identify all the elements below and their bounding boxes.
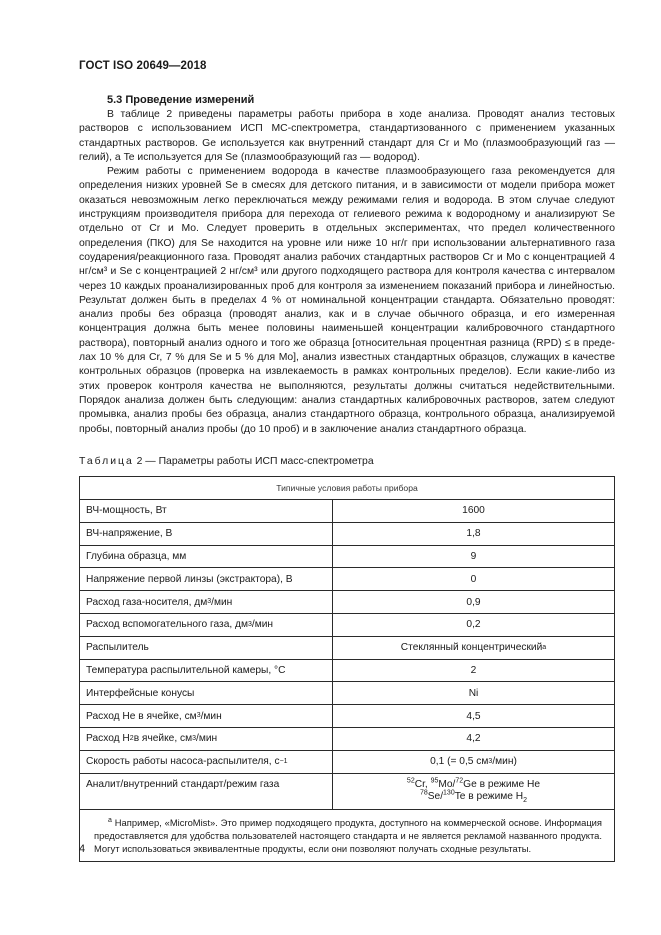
table-header — [80, 477, 614, 499]
param-text: /мин — [211, 596, 233, 608]
body-text — [79, 108, 615, 437]
document-header: ГОСТ ISO 20649—2018 — [79, 60, 207, 72]
analyte-line-2 — [407, 791, 540, 803]
param-cell: Расход газа-носителя, дм 3 /мин — [80, 591, 333, 613]
table-caption-word: Таблица — [79, 456, 134, 467]
value-cell: 9 — [470, 550, 477, 562]
table-row — [80, 567, 614, 590]
value-cell: 0 — [470, 573, 477, 585]
table-row — [80, 681, 614, 704]
param-cell: Расход вспомогательного газа, дм 3 /мин — [80, 614, 333, 636]
param-cell: Интерфейсные конусы — [80, 682, 333, 704]
param-cell: Глубина образца, мм — [80, 546, 333, 568]
value-cell — [333, 774, 614, 809]
param-text: в ячейке, см — [133, 733, 193, 745]
value-cell: 0,1 (= 0,5 см 3 /мин) — [430, 756, 517, 768]
table-row — [80, 522, 614, 545]
param-text: Скорость работы насоса-распылителя, с — [86, 756, 280, 768]
isotope-sup: 95 — [430, 777, 439, 785]
param-cell: Напряжение первой линзы (экстрактора), В — [80, 568, 333, 590]
table-row — [80, 704, 614, 727]
value-text: Стеклянный концентрический — [400, 642, 543, 654]
analyte-text: Se/ — [427, 791, 444, 803]
paragraph-1: В таблице 2 приведены параметры работы прибора в ходе анализа. Проводят анализ тестовых растворов с использованием ИСП МС-спектрометра, стандартизованного с применением указанных стандартных растворов. Ge используется как внутренний стандарт для Cr и Mo (плазмообразующий газ — гелий), а Te используется для Se (плазмообразующий газ — водород). — [79, 109, 615, 163]
analyte-sub: 2 — [523, 797, 528, 805]
table-header-label: Типичные условия работы прибора — [276, 483, 418, 493]
section-title: 5.3 Проведение измерений — [107, 94, 255, 106]
value-cell: 4,2 — [466, 733, 481, 745]
table-caption-rest: 2 — Параметры работы ИСП масс-спектрометра — [133, 456, 374, 467]
table-row — [80, 659, 614, 682]
table-row — [80, 613, 614, 636]
param-cell: Скорость работы насоса-распылителя, с −1 — [80, 751, 333, 773]
isotope-sup: 130 — [443, 789, 455, 797]
isotope-sup: 78 — [419, 789, 428, 797]
param-cell: ВЧ-напряжение, В — [80, 523, 333, 545]
table-row — [80, 773, 614, 809]
table-row — [80, 545, 614, 568]
value-cell: Ni — [468, 687, 479, 699]
value-cell: 4,5 — [466, 710, 481, 722]
table-row — [80, 590, 614, 613]
table-footnote — [80, 809, 614, 862]
param-text: /мин — [200, 710, 222, 722]
param-text: Расход газа-носителя, дм — [86, 596, 208, 608]
value-cell: 2 — [470, 664, 477, 676]
param-cell: ВЧ-мощность, Вт — [80, 500, 333, 522]
param-cell: Температура распылительной камеры, °С — [80, 660, 333, 682]
page-number: 4 — [79, 843, 86, 855]
value-cell: 1600 — [462, 505, 485, 517]
value-cell: 0,9 — [466, 596, 481, 608]
param-text: Расход вспомогательного газа, дм — [86, 619, 248, 631]
value-cell: 1,8 — [466, 528, 481, 540]
footnote-text: Например, «MicroMist». Это пример подходящего продукта, доступного на коммерческой основе. Информация предоставляется для удобства пользователей настоящего стандарта и не является рекламой названного продукта. Могут использоваться эквивалентные продукты, если они позволяют получать сходные результаты. — [94, 816, 602, 855]
param-cell: Расход He в ячейке, см 3 /мин — [80, 705, 333, 727]
analyte-text: Ge в режиме He — [463, 779, 541, 791]
param-cell: Распылитель — [80, 637, 333, 659]
param-cell: Аналит/внутренний стандарт/режим газа — [80, 774, 333, 809]
param-text: /мин — [196, 733, 218, 745]
value-text: 0,1 (= 0,5 см — [430, 756, 489, 768]
analyte-text: Cr, — [414, 779, 431, 791]
footnote-mark: а — [108, 816, 112, 824]
param-text: /мин — [251, 619, 274, 631]
paragraph-2: Режим работы с применением водорода в качестве плазмообразующего газа рекомендуется для определения низких уровней Se в смесях для детского питания, и в зависимости от модели прибора может оказаться невозможным легко переключаться между режимами гелия и водорода. В этом случае следуют инструкциям производителя прибора для перехода от гелиевого режима к водородному и анализируют Se отдельно от Cr и Mo. Следует проверить в отдельных экспериментах, что предел количественного определения (ПКО) для Se находится на уровне или ниже 10 нг/г при использовании альтернативного газа соударения/реакционного газа. Проводят анализ рабочих стандартных растворов Cr и Mo с концентрацией 4 нг/см³ и Se с концентрацией 2 нг/см³ или другого подходящего раствора для контроля качества с интервалом через 10 каждых проанализированных проб для контроля за изменением показаний прибора и линейностью. Результат должен быть в пределах 4 % от номинальной концентрации стандарта. Обязательно проводят: анализ пробы без образца (проводят анализ, как и в случае обычного образца, и его измеренная концентрация должна быть менее половины наименьшей концентрации калибровочного стандартного раствора), повторный анализ одного и того же образца [относительная процентная разница (RPD) ≤ в пределах 10 % для Cr, 7 % для Se и 5 % для Mo], анализ известных стандартных образцов, служащих в качестве контрольных образцов (проверка на извлекаемость в рамках контрольных пределов). Если какие-либо из этих проверок контроля качества не выполняются, результаты должны считаться недействительными. Порядок анализа должен быть следующим: анализ стандартных калибровочных растворов, затем следуют промывка, анализ пробы без образца, анализ стандартного образца, контрольного образца, анализируемой пробы, повторный анализ пробы (до 10 проб) и в заключение анализ стандартного образца. — [79, 166, 615, 435]
isotope-sup: 72 — [455, 777, 464, 785]
value-cell: 0,2 — [466, 619, 481, 631]
value-text: /мин) — [492, 756, 517, 768]
parameters-table — [79, 476, 615, 862]
param-cell: Расход H 2 в ячейке, см 3 /мин — [80, 728, 333, 750]
param-text: Расход He в ячейке, см — [86, 710, 197, 722]
table-caption — [79, 456, 374, 467]
table-row — [80, 499, 614, 522]
table-row — [80, 727, 614, 750]
analyte-text: Te в режиме H — [454, 791, 524, 803]
table-row — [80, 750, 614, 773]
table-row — [80, 636, 614, 659]
isotope-sup: 52 — [406, 777, 415, 785]
analyte-text: Mo/ — [438, 779, 456, 791]
param-text: Расход H — [86, 733, 130, 745]
value-cell: Стеклянный концентрический a — [400, 642, 547, 654]
